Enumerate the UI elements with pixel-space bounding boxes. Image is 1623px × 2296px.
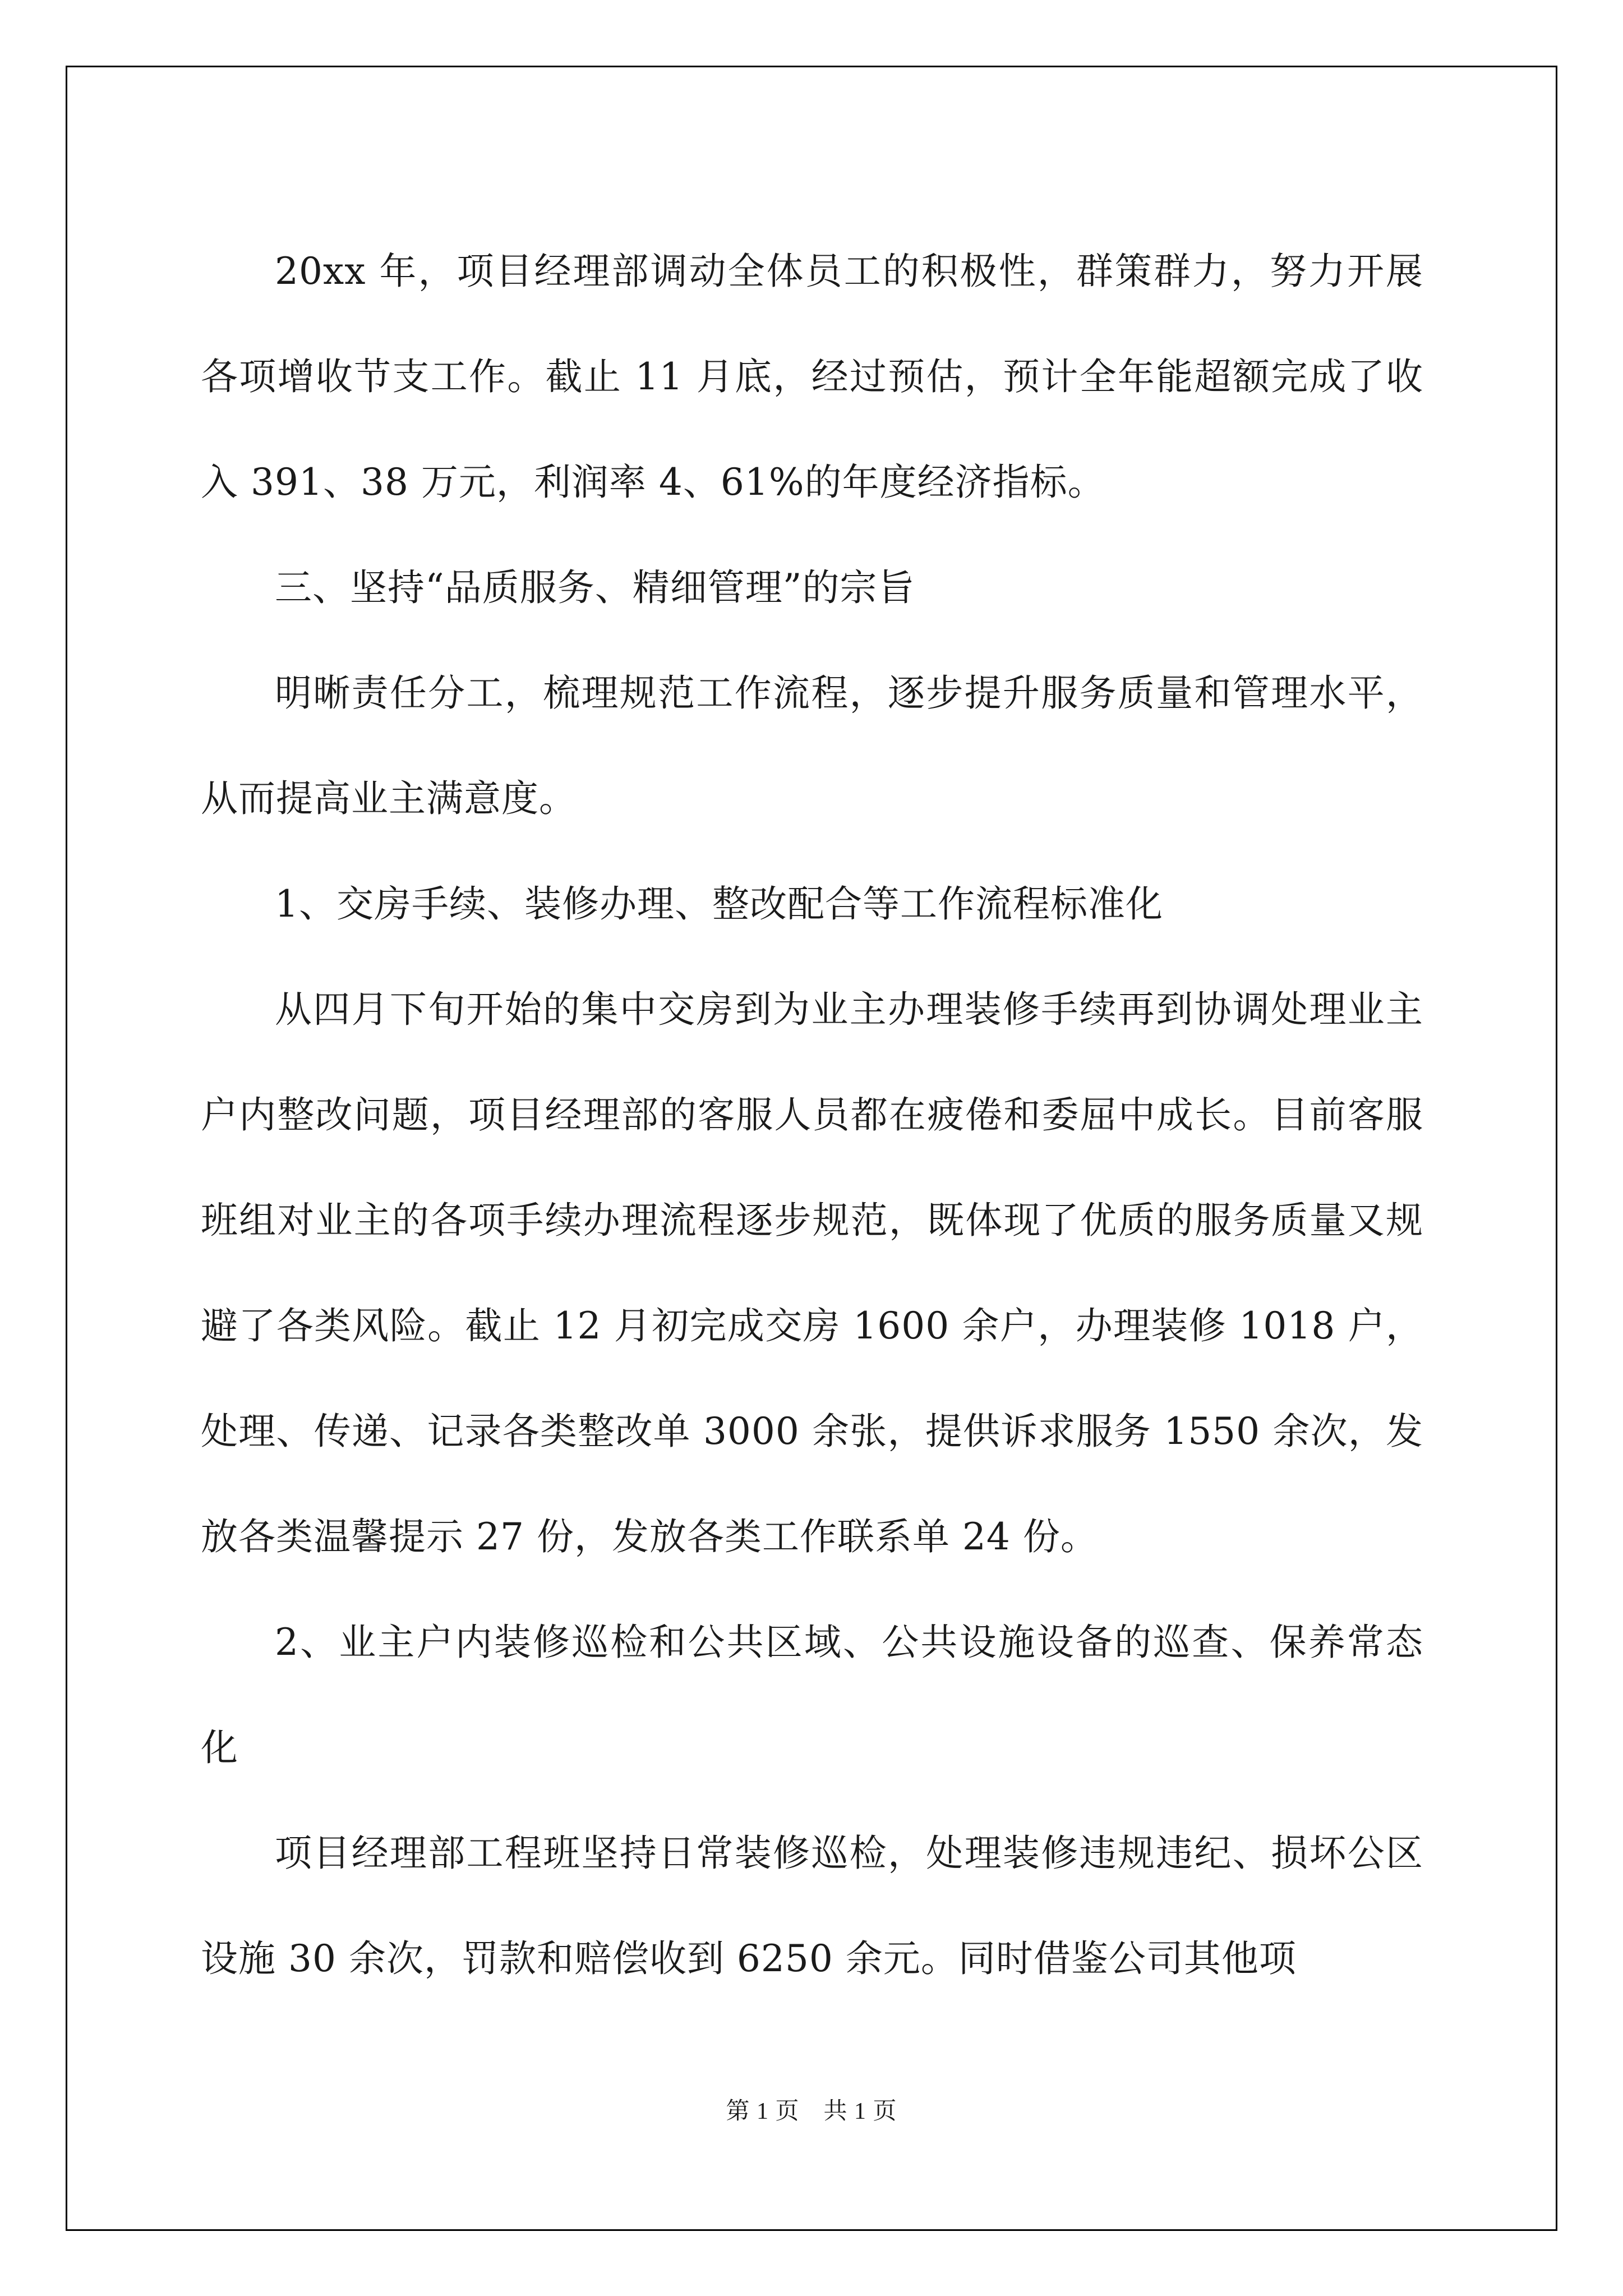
- document-body: [201, 219, 1423, 2012]
- section-heading: 三、坚持“品质服务、精细管理”的宗旨: [275, 566, 915, 609]
- paragraph: 明晰责任分工，梳理规范工作流程，逐步提升服务质量和管理水平，从而提高业主满意度。: [201, 671, 1423, 820]
- page-footer: 第 1 页 共 1 页: [726, 2099, 897, 2124]
- paragraph: 从四月下旬开始的集中交房到为业主办理装修手续再到协调处理业主户内整改问题，项目经理部的客服人员都在疲倦和委屈中成长。目前客服班组对业主的各项手续办理流程逐步规范，既体现了优质的服务质量又规避了各类风险。截止 12 月初完成交房 1600 余户，办理装修 1018 户，处理、传递、记录各类整改单 3000 余张，提供诉求服务 1550 余次，发放各类温馨提示 27 份，发放各类工作联系单 24 份。: [201, 988, 1423, 1558]
- subsection-heading: 2、业主户内装修巡检和公共区域、公共设施设备的巡查、保养常态化: [201, 1621, 1423, 1769]
- paragraph: 项目经理部工程班坚持日常装修巡检，处理装修违规违纪、损坏公区设施 30 余次，罚款和赔偿收到 6250 余元。同时借鉴公司其他项: [201, 1832, 1423, 1980]
- paragraph: 20xx 年，项目经理部调动全体员工的积极性，群策群力，努力开展各项增收节支工作。截止 11 月底，经过预估，预计全年能超额完成了收入 391、38 万元，利润率 4、61%的年度经济指标。: [201, 250, 1423, 504]
- subsection-heading: 1、交房手续、装修办理、整改配合等工作流程标准化: [275, 882, 1163, 926]
